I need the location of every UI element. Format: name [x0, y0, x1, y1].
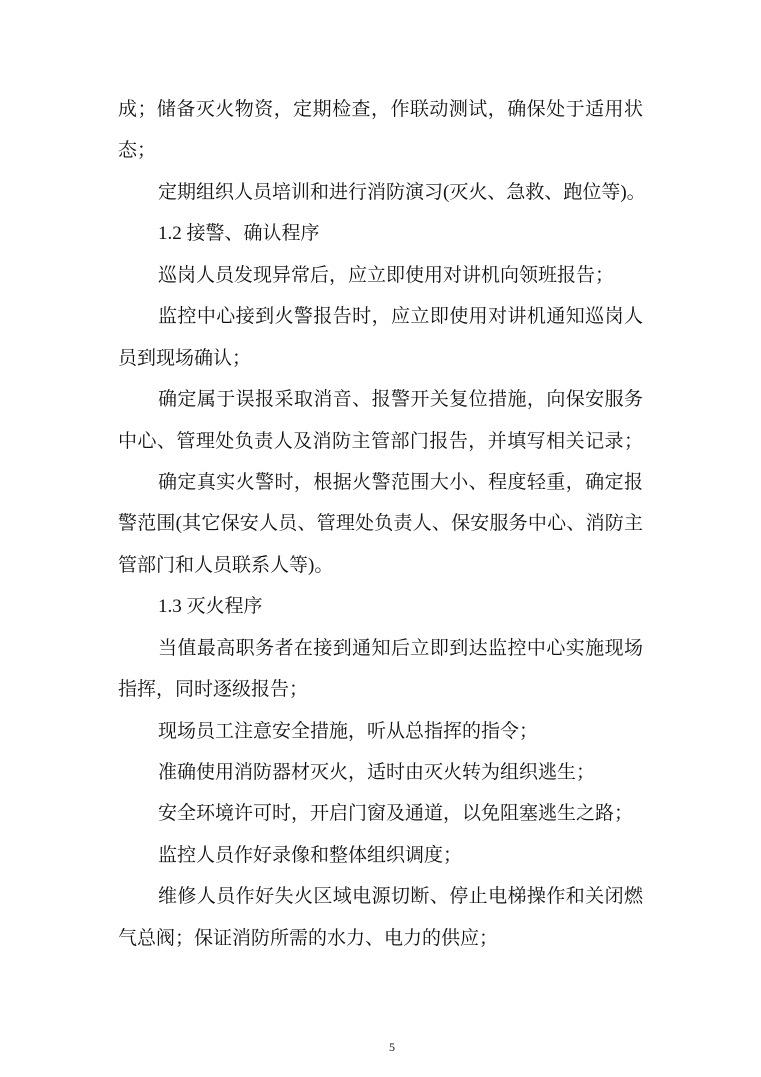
text-line: 确定真实火警时，根据火警范围大小、程度轻重，确定报	[158, 471, 643, 493]
paragraph	[118, 296, 643, 379]
text-line: 指挥，同时逐级报告；	[118, 679, 309, 701]
text-line: 监控人员作好录像和整体组织调度；	[158, 844, 463, 866]
text-line: 巡岗人员发现异常后，应立即使用对讲机向领班报告；	[158, 264, 615, 286]
paragraph	[118, 89, 643, 172]
paragraph	[118, 711, 643, 752]
text-line: 监控中心接到火警报告时，应立即使用对讲机通知巡岗人	[158, 306, 643, 328]
paragraph	[118, 255, 643, 296]
text-line: 安全环境许可时，开启门窗及通道，以免阻塞逃生之路；	[158, 803, 634, 825]
paragraph	[118, 835, 643, 876]
paragraph	[118, 628, 643, 711]
paragraph	[118, 379, 643, 462]
text-line: 确定属于误报采取消音、报警开关复位措施，向保安服务	[158, 389, 643, 411]
text-line: 定期组织人员培训和进行消防演习(灭火、急救、跑位等)。	[158, 181, 646, 203]
paragraph	[118, 462, 643, 586]
text-line: 现场员工注意安全措施，听从总指挥的指令；	[158, 720, 539, 742]
text-line: 中心、管理处负责人及消防主管部门报告，并填写相关记录；	[118, 430, 643, 452]
paragraph	[118, 752, 643, 793]
text-line: 态；	[118, 140, 157, 162]
text-line: 员到现场确认；	[118, 347, 252, 369]
text-line: 当值最高职务者在接到通知后立即到达监控中心实施现场	[158, 637, 643, 659]
text-line: 维修人员作好失火区域电源切断、停止电梯操作和关闭燃	[158, 886, 643, 908]
text-line: 警范围(其它保安人员、管理处负责人、保安服务中心、消防主	[118, 513, 643, 535]
page-number: 5	[389, 1040, 395, 1054]
section-heading: 1.3 灭火程序	[158, 596, 263, 618]
paragraph	[118, 876, 643, 959]
text-line: 管部门和人员联系人等)。	[118, 554, 334, 576]
text-line: 气总阀；保证消防所需的水力、电力的供应；	[118, 927, 499, 949]
paragraph	[118, 793, 643, 834]
text-line: 准确使用消防器材灭火，适时由灭火转为组织逃生；	[158, 762, 596, 783]
paragraph	[118, 172, 646, 213]
text-line: 成；储备灭火物资，定期检查，作联动测试，确保处于适用状	[118, 99, 643, 120]
body-text	[118, 89, 646, 959]
section-heading: 1.2 接警、确认程序	[158, 223, 320, 245]
